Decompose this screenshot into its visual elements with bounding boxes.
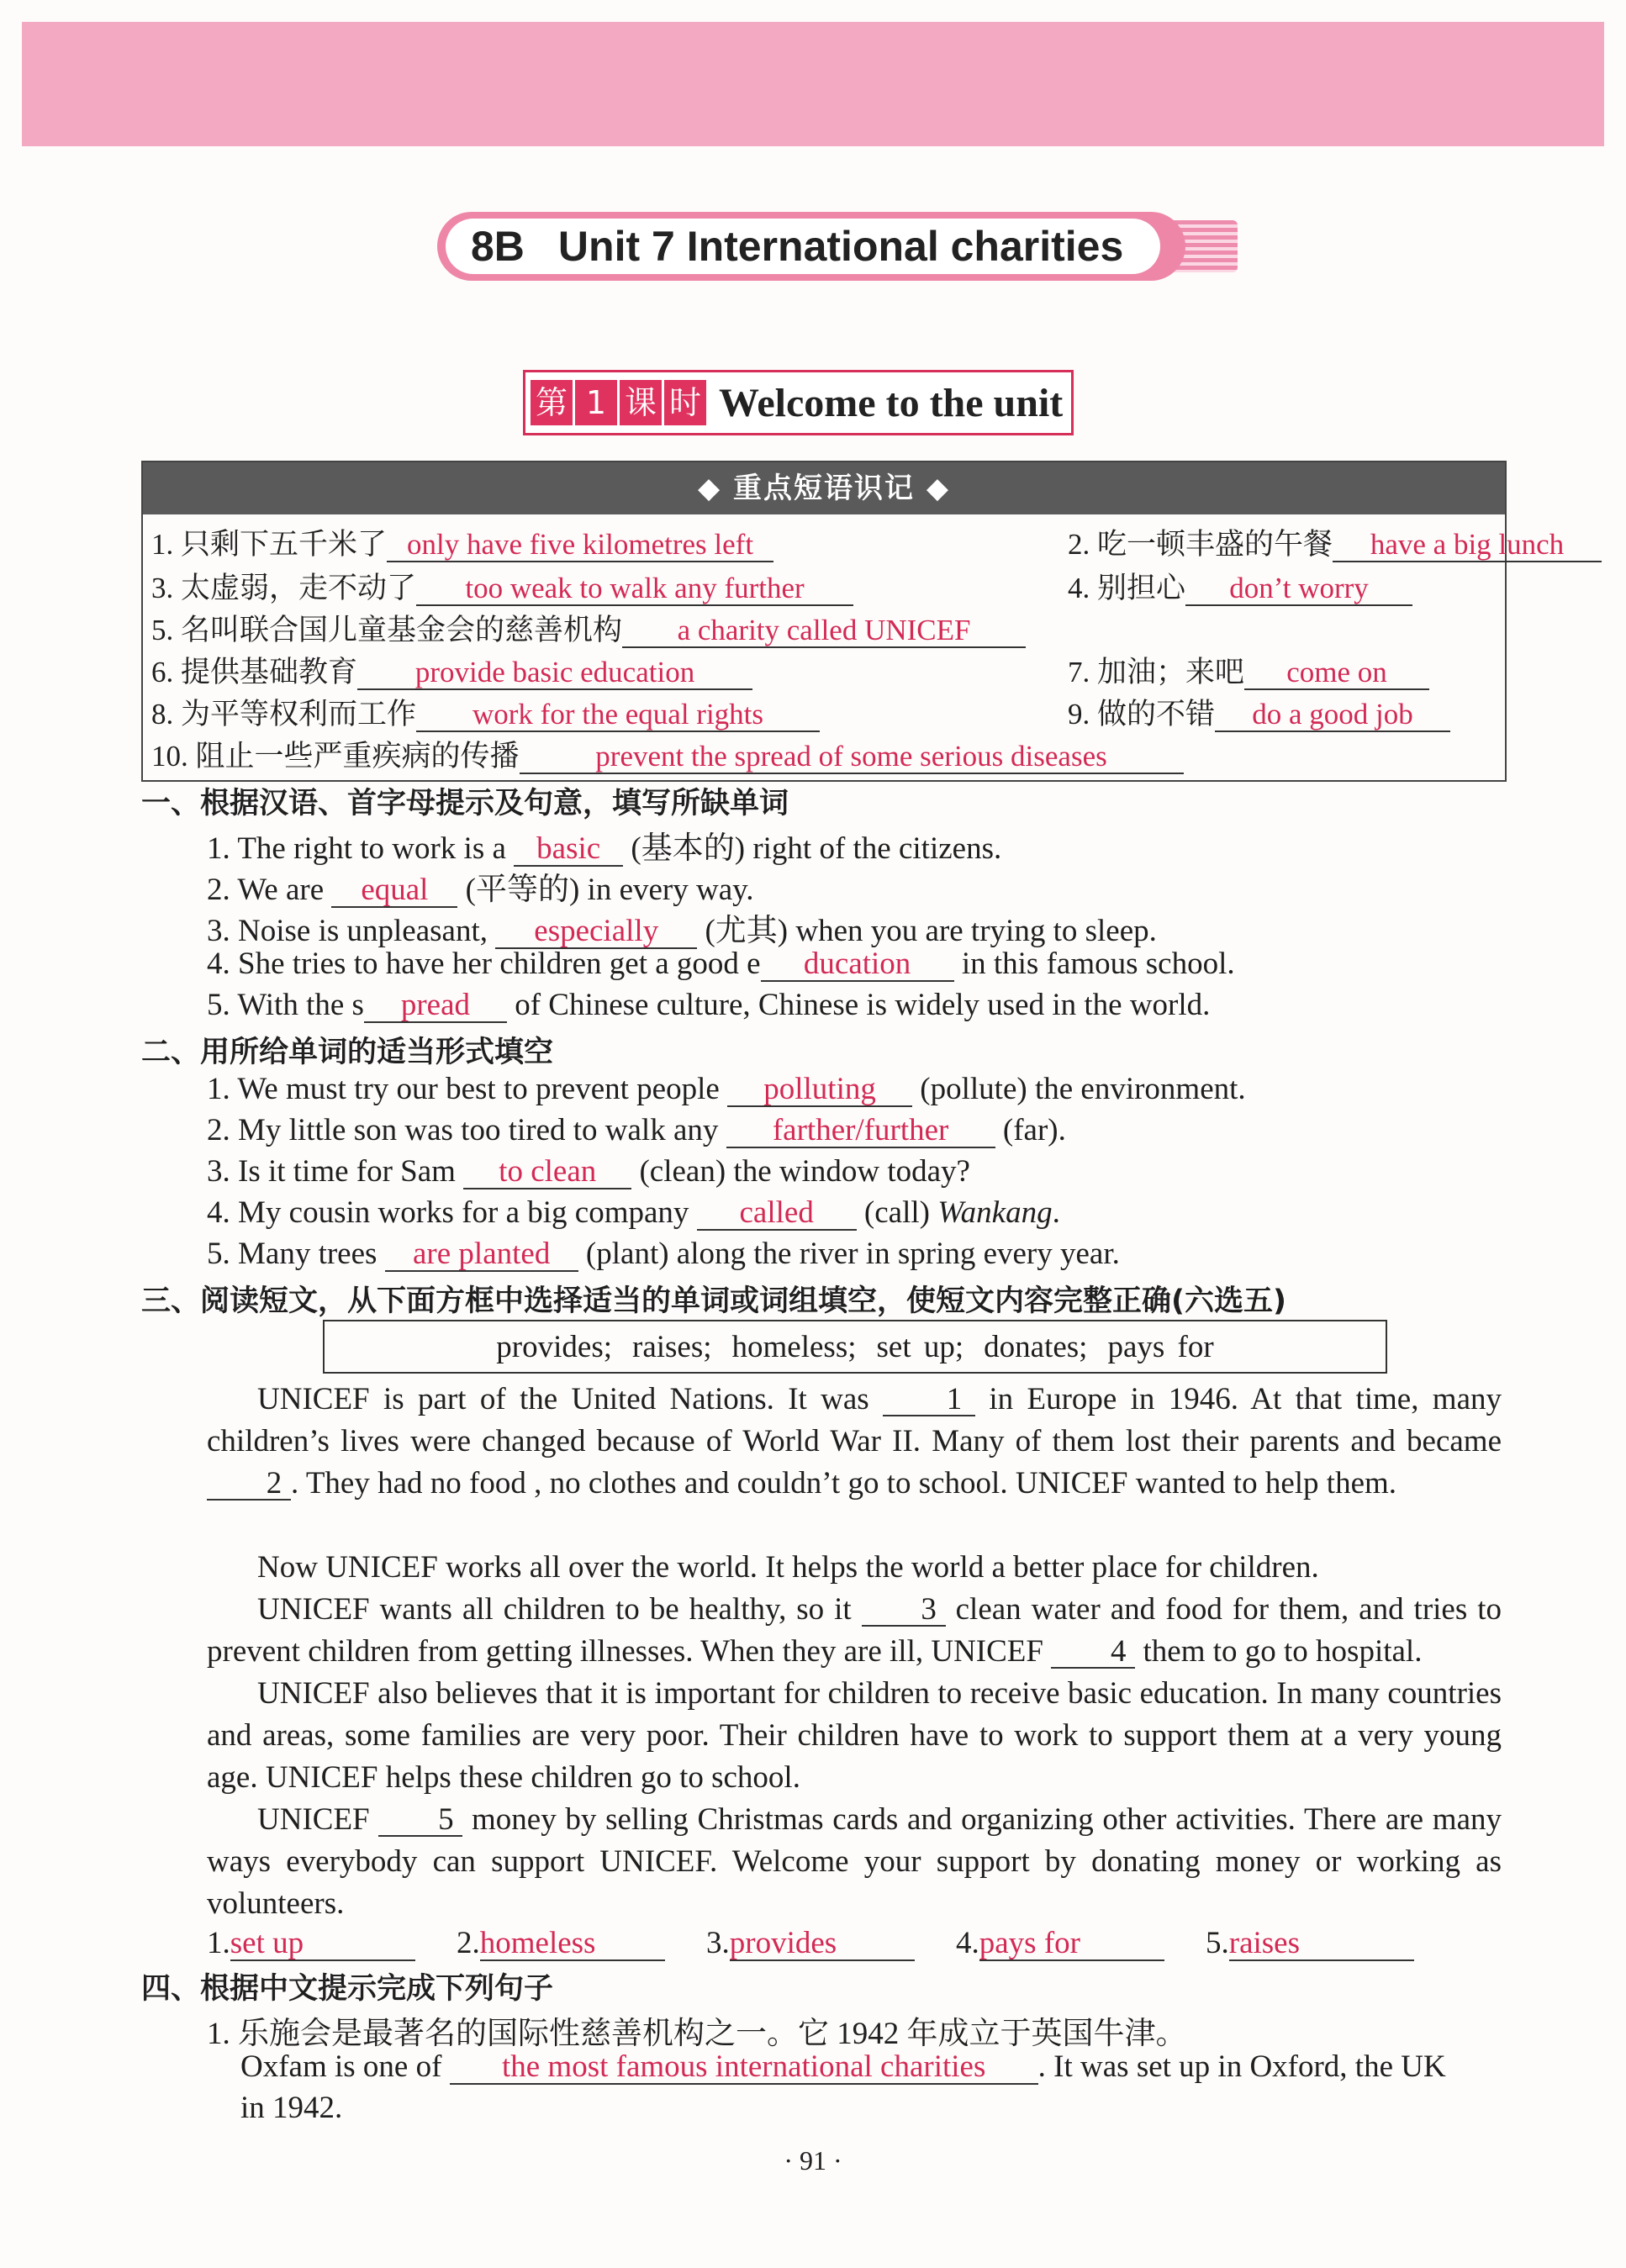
passage-blank: 5 [378,1805,462,1837]
phrase-item: 2. 吃一顿丰盛的午餐 have a big lunch [1068,521,1602,563]
s1-question: 2. We are equal (平等的) in every way. [207,873,754,907]
unit-title-badge [437,208,1240,289]
phrase-answer: a charity called UNICEF [622,614,1026,648]
word-option: provides; [496,1329,612,1364]
phrase-answer: work for the equal rights [416,699,820,732]
section-4-heading: 四、根据中文提示完成下列句子 [141,1972,554,2006]
phrase-item: 4. 别担心 don’t worry [1068,565,1412,607]
company-name: Wankang [937,1195,1053,1230]
s2-answer: polluting [727,1073,912,1107]
phrase-item: 8. 为平等权利而工作 work for the equal rights [151,691,820,733]
s2-answer: farther/further [726,1115,995,1148]
s4-answer: the most famous international charities [450,2051,1038,2085]
passage-answers: 1.set up 2.homeless 3.provides 4.pays for 5.raises [207,1925,1414,1961]
section-1-heading: 一、根据汉语、首字母提示及句意，填写所缺单词 [141,787,789,820]
s1-answer: especially [495,915,697,949]
s1-question: 4. She tries to have her children get a good e ducation in this famous school. [207,947,1235,981]
s2-answer: to clean [463,1156,631,1189]
s2-question: 4. My cousin works for a big company called (call) Wankang. [207,1195,1060,1230]
unit-title [446,219,1160,274]
passage-answer: homeless [480,1928,665,1961]
section-2-heading: 二、用所给单词的适当形式填空 [141,1036,554,1069]
phrase-row [143,607,1505,651]
s1-answer: ducation [761,948,954,982]
word-option: donates; [984,1329,1088,1364]
passage-blank: 1 [883,1385,975,1416]
lesson-title [523,370,1074,435]
lesson-suffix-1: 课 [620,380,662,425]
word-option: pays for [1107,1329,1214,1364]
s2-question: 2. My little son was too tired to walk any farther/further (far). [207,1113,1066,1147]
passage-paragraph-3: UNICEF wants all children to be healthy, so it 3 clean water and food for them, and tries to prevent children from getting illnesses. When they are ill, UNICEF 4 them to go to hospital. [207,1592,1502,1669]
s1-question: 1. The right to work is a basic (基本的) right of the citizens. [207,831,1002,866]
phrase-item: 10. 阻止一些严重疾病的传播 prevent the spread of some serious diseases [151,733,1184,775]
passage-blank: 4 [1051,1637,1135,1669]
passage-answer: set up [230,1928,415,1961]
passage-answer: raises [1229,1928,1414,1961]
phrase-answer: do a good job [1215,699,1450,732]
s1-question: 5. With the s pread of Chinese culture, Chinese is widely used in the world. [207,988,1211,1022]
s4-sentence-tail: in 1942. [240,2091,343,2125]
phrase-row [143,649,1505,693]
phrase-item: 1. 只剩下五千米了 only have five kilometres left [151,521,773,563]
key-phrases-header: ◆ 重点短语识记 ◆ [143,462,1505,514]
passage-blank: 2 [207,1469,291,1501]
passage-answer: pays for [979,1928,1164,1961]
lesson-suffix-2: 时 [664,380,706,425]
s1-question: 3. Noise is unpleasant, especially (尤其) when you are trying to sleep. [207,914,1157,948]
phrase-answer: come on [1244,657,1429,690]
phrase-answer: provide basic education [357,657,752,690]
passage-blank: 3 [862,1595,946,1627]
s1-answer: equal [331,874,457,908]
unit-code: 8B [471,223,525,270]
lesson-prefix: 第 [531,380,573,425]
phrase-row [143,565,1505,609]
word-options-box [323,1320,1387,1374]
passage-answer: provides [730,1928,915,1961]
phrase-answer: only have five kilometres left [387,529,773,562]
s4-sentence: Oxfam is one of the most famous international charities . It was set up in Oxford, the UK [240,2049,1446,2084]
phrase-answer: have a big lunch [1333,529,1602,562]
phrase-item: 3. 太虚弱，走不动了 too weak to walk any further [151,565,853,607]
passage-paragraph-5: UNICEF 5 money by selling Christmas cards and organizing other activities. There are many ways everybody can support UNICEF. Welcome your support by donating money or working as volunteers. [207,1802,1502,1921]
passage-paragraph-2: Now UNICEF works all over the world. It helps the world a better place for children. [257,1550,1319,1585]
phrase-item: 7. 加油；来吧 come on [1068,649,1429,691]
top-banner [22,22,1604,146]
s2-question: 1. We must try our best to prevent people polluting (pollute) the environment. [207,1072,1246,1106]
passage-paragraph-4: UNICEF also believes that it is important for children to receive basic education. In many countries and areas, some families are very poor. Their children have to work to support them at a very young age. UNICEF helps these children go to school. [207,1676,1502,1795]
phrase-row [143,691,1505,735]
phrase-item: 9. 做的不错 do a good job [1068,691,1450,733]
s1-answer: pread [364,989,507,1023]
lesson-name: Welcome to the unit [719,380,1064,425]
unit-name: Unit 7 International charities [557,223,1124,270]
phrase-answer: prevent the spread of some serious diseases [520,741,1184,774]
s2-question: 5. Many trees are planted (plant) along the river in spring every year. [207,1237,1120,1271]
word-option: set up; [876,1329,964,1364]
passage-paragraph-1: UNICEF is part of the United Nations. It was 1 in Europe in 1946. At that time, many children’s lives were changed because of World War II. Many of them lost their parents and became 2 . They had no food , no clothes and couldn’t go to school. UNICEF wanted to help them. [207,1382,1502,1501]
word-option: homeless; [731,1329,857,1364]
s2-answer: are planted [385,1238,578,1272]
s1-answer: basic [514,833,623,867]
s2-answer: called [697,1197,857,1231]
lesson-number: 1 [575,380,617,425]
page-number: · 91 · [784,2145,842,2176]
s2-question: 3. Is it time for Sam to clean (clean) the window today? [207,1154,970,1189]
phrase-row [143,521,1565,565]
phrase-answer: don’t worry [1185,572,1412,606]
word-option: raises; [632,1329,712,1364]
s4-chinese-prompt: 1. 乐施会是最著名的国际性慈善机构之一。它 1942 年成立于英国牛津。 [207,2017,1187,2051]
section-3-heading: 三、阅读短文，从下面方框中选择适当的单词或词组填空，使短文内容完整正确(六选五) [141,1284,1286,1318]
phrase-answer: too weak to walk any further [416,572,853,606]
phrase-row [143,733,1505,777]
phrase-item: 5. 名叫联合国儿童基金会的慈善机构 a charity called UNICEF [151,607,1026,649]
key-phrases-box [141,461,1565,782]
phrase-item: 6. 提供基础教育 provide basic education [151,649,752,691]
